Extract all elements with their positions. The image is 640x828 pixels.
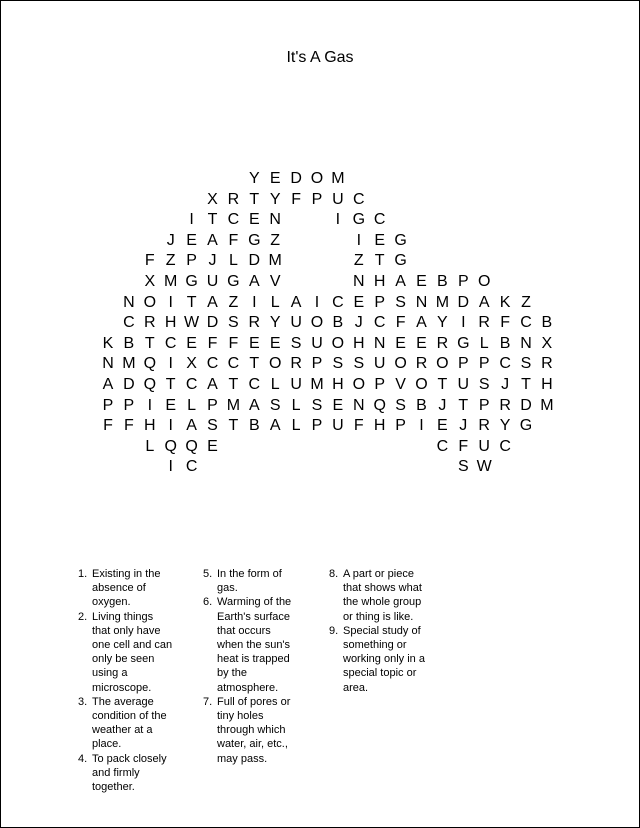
grid-letter: S <box>290 334 302 352</box>
clue-number: 5. <box>203 568 213 580</box>
grid-letter: E <box>269 334 281 352</box>
grid-letter: L <box>228 252 238 270</box>
clue-text-line: Living things <box>92 610 154 623</box>
grid-letter: H <box>332 376 344 393</box>
clue-item <box>203 695 291 766</box>
grid-letter: A <box>478 293 490 311</box>
clue-number: 3. <box>78 695 88 708</box>
grid-letter: P <box>207 396 218 414</box>
clue-number: 6. <box>203 596 213 609</box>
grid-letter: F <box>207 334 218 352</box>
grid-letter: Z <box>270 231 281 249</box>
grid-letter: M <box>331 170 345 187</box>
grid-letter: C <box>332 293 344 311</box>
clue-item <box>78 695 172 752</box>
grid-letter: P <box>374 376 386 393</box>
grid-letter: S <box>207 417 218 435</box>
grid-letter: B <box>541 314 553 332</box>
grid-letter: E <box>248 334 260 352</box>
grid-letter: E <box>374 231 386 249</box>
clue-text-line: condition of the <box>92 710 167 723</box>
grid-letter: I <box>168 417 173 435</box>
clue-text-line: when the sun's <box>217 639 291 652</box>
grid-letter: A <box>207 231 218 249</box>
grid-letter: Q <box>185 437 198 455</box>
grid-letter: E <box>186 334 197 352</box>
grid-letter: T <box>521 376 531 393</box>
grid-letter: R <box>290 355 302 373</box>
grid-letter: C <box>185 458 198 476</box>
grid-letter: O <box>477 273 491 290</box>
grid-letter: L <box>187 396 197 414</box>
grid-letter: E <box>269 170 281 187</box>
grid-letter: C <box>520 314 532 332</box>
grid-letter: C <box>227 355 240 373</box>
grid-letter: J <box>208 252 217 270</box>
grid-letter: B <box>437 273 448 290</box>
grid-letter: J <box>501 376 510 393</box>
grid-letter: U <box>290 376 302 393</box>
puzzle-title: It's A Gas <box>286 49 354 66</box>
grid-letter: X <box>144 273 156 290</box>
clue-text-line: through which <box>217 724 286 737</box>
clue-text-line: Existing in the <box>92 568 161 580</box>
clue-text-line: microscope. <box>92 681 152 694</box>
grid-letter: G <box>185 273 198 290</box>
grid-letter: F <box>353 417 364 435</box>
grid-letter: D <box>206 314 219 332</box>
grid-letter: A <box>290 293 302 311</box>
grid-letter: E <box>416 273 427 290</box>
grid-letter: A <box>269 417 281 435</box>
grid-letter: A <box>416 314 427 332</box>
grid-letter: I <box>252 293 257 311</box>
clue-item <box>78 610 172 695</box>
clue-number: 9. <box>329 624 339 637</box>
grid-letter: R <box>541 355 553 373</box>
clue-number: 4. <box>78 752 88 765</box>
clue-text-line: Earth's surface <box>217 610 291 623</box>
clue-item <box>329 624 425 695</box>
grid-letter: U <box>457 376 470 393</box>
grid-letter: E <box>353 293 365 311</box>
grid-letter: O <box>310 314 324 332</box>
clue-text-line: tiny holes <box>217 710 264 723</box>
grid-letter: H <box>541 376 553 393</box>
grid-letter: P <box>457 273 469 290</box>
grid-letter: R <box>499 396 511 414</box>
grid-letter: M <box>435 293 450 311</box>
grid-letter: C <box>248 376 261 393</box>
grid-letter: S <box>457 458 469 476</box>
grid-letter: G <box>394 252 407 270</box>
grid-letter: C <box>373 314 386 332</box>
clue-column <box>203 567 291 766</box>
clue-text-line: To pack closely <box>92 752 167 765</box>
grid-letter: F <box>144 252 155 270</box>
clue-number: 1. <box>78 568 88 580</box>
clue-text-line: Special study of <box>343 624 421 637</box>
grid-letter: B <box>248 417 260 435</box>
grid-letter: L <box>270 293 280 311</box>
grid-letter: C <box>185 376 198 393</box>
clue-text-line: that only have <box>92 624 161 637</box>
grid-letter: O <box>352 376 366 393</box>
grid-letter: H <box>144 417 156 435</box>
clue-text-line: Full of pores or <box>217 695 291 708</box>
grid-letter: L <box>479 334 489 352</box>
grid-letter: I <box>147 396 153 414</box>
grid-letter: D <box>457 293 470 311</box>
grid-letter: Q <box>373 396 386 414</box>
grid-letter: R <box>144 314 156 332</box>
grid-letter: N <box>373 334 386 352</box>
grid-letter: D <box>123 376 135 393</box>
clue-text-line: atmosphere. <box>217 681 279 694</box>
grid-letter: B <box>416 396 427 414</box>
grid-letter: N <box>415 293 428 311</box>
grid-letter: S <box>269 396 281 414</box>
grid-letter: F <box>500 314 510 332</box>
grid-letter: A <box>207 376 218 393</box>
grid-letter: R <box>415 355 428 373</box>
grid-letter: S <box>332 355 344 373</box>
clue-number: 2. <box>78 610 88 623</box>
grid-letter: S <box>395 293 406 311</box>
grid-letter: A <box>207 293 218 311</box>
grid-letter: N <box>123 293 135 311</box>
clue-text-line: place. <box>92 738 122 751</box>
grid-letter: X <box>186 355 197 373</box>
grid-letter: D <box>248 252 261 270</box>
grid-letter: H <box>164 314 177 332</box>
clue-text-line: In the form of <box>217 568 282 580</box>
grid-letter: T <box>249 355 260 373</box>
grid-letter: D <box>290 170 302 187</box>
grid-letter: A <box>395 273 406 290</box>
grid-letter: E <box>332 396 344 414</box>
grid-letter: P <box>123 396 135 414</box>
grid-letter: J <box>438 396 447 414</box>
grid-letter: P <box>102 396 114 414</box>
grid-letter: P <box>374 293 386 311</box>
clue-text-line: A part or piece <box>343 568 414 580</box>
grid-letter: V <box>395 376 406 393</box>
grid-letter: B <box>123 334 135 352</box>
clue-text-line: Warming of the <box>217 596 292 609</box>
clue-number: 8. <box>329 568 339 580</box>
clue-text-line: using a <box>92 667 128 680</box>
grid-letter: G <box>457 334 470 352</box>
grid-letter: U <box>332 417 344 435</box>
grid-letter: M <box>164 273 178 290</box>
grid-letter: P <box>311 417 323 435</box>
grid-letter: H <box>353 334 365 352</box>
grid-letter: H <box>373 417 386 435</box>
grid-letter: M <box>540 396 554 414</box>
grid-letter: I <box>419 417 424 435</box>
grid-letter: Y <box>437 314 448 332</box>
clue-text-line: the whole group <box>343 596 422 609</box>
grid-letter: M <box>268 252 282 270</box>
grid-letter: F <box>291 190 301 208</box>
clue-text-line: The average <box>92 695 154 708</box>
grid-letter: C <box>373 211 386 229</box>
clue-column <box>78 567 172 794</box>
clue-text-line: area. <box>343 681 369 694</box>
grid-letter: C <box>164 334 177 352</box>
grid-letter: I <box>335 211 341 229</box>
grid-letter: C <box>206 355 219 373</box>
grid-letter: B <box>499 334 511 352</box>
grid-letter: U <box>478 437 490 455</box>
grid-letter: N <box>353 273 365 290</box>
grid-letter: J <box>354 314 363 332</box>
grid-letter: U <box>290 314 302 332</box>
grid-letter: T <box>207 211 218 229</box>
grid-letter: Y <box>269 314 281 332</box>
clue-text-line: by the <box>217 667 247 680</box>
grid-letter: J <box>459 417 468 435</box>
grid-letter: Z <box>228 293 239 311</box>
grid-letter: O <box>310 170 324 187</box>
grid-letter: X <box>541 334 553 352</box>
clue-column <box>329 567 425 695</box>
grid-letter: Q <box>164 437 177 455</box>
grid-letter: C <box>227 211 240 229</box>
grid-letter: K <box>499 293 511 311</box>
grid-letter: A <box>248 273 260 290</box>
grid-letter: M <box>122 355 136 373</box>
grid-letter: Z <box>521 293 531 311</box>
grid-letter: O <box>143 293 157 311</box>
grid-letter: Z <box>353 252 364 270</box>
grid-letter: U <box>373 355 386 373</box>
clue-text-line: heat is trapped <box>217 653 290 666</box>
clue-text-line: that occurs <box>217 624 271 637</box>
grid-letter: T <box>186 293 197 311</box>
grid-letter: C <box>353 190 365 208</box>
grid-letter: G <box>227 273 240 290</box>
grid-letter: N <box>269 211 281 229</box>
clue-text-line: and firmly <box>92 766 140 779</box>
grid-letter: Q <box>143 376 157 393</box>
grid-letter: E <box>416 334 427 352</box>
grid-letter: P <box>186 252 197 270</box>
clue-text-line: water, air, etc., <box>217 738 288 751</box>
grid-letter: P <box>478 355 490 373</box>
grid-letter: G <box>394 231 407 249</box>
grid-letter: Q <box>143 355 157 373</box>
grid-letter: G <box>248 231 261 249</box>
grid-letter: H <box>373 273 386 290</box>
grid-letter: F <box>228 231 239 249</box>
grid-letter: L <box>145 437 155 455</box>
clue-text-line: that shows what <box>343 582 422 595</box>
grid-letter: C <box>436 437 449 455</box>
grid-letter: Y <box>269 190 281 208</box>
grid-letter: I <box>461 314 466 332</box>
clue-text-line: only be seen <box>92 653 155 666</box>
grid-letter: N <box>353 396 365 414</box>
grid-letter: I <box>168 293 173 311</box>
clue-item <box>203 567 291 595</box>
grid-letter: U <box>206 273 219 290</box>
grid-letter: E <box>248 211 260 229</box>
grid-letter: F <box>395 314 406 332</box>
grid-letter: R <box>478 314 490 332</box>
grid-letter: B <box>332 314 344 332</box>
grid-letter: T <box>249 190 260 208</box>
clue-text-line: something or <box>343 639 407 652</box>
clue-text-line: one cell and can <box>92 639 173 652</box>
grid-letter: V <box>269 273 281 290</box>
clue-text-line: working only in a <box>343 653 425 666</box>
grid-letter: E <box>207 437 218 455</box>
grid-letter: E <box>395 334 406 352</box>
grid-letter: I <box>189 211 194 229</box>
clue-text-line: oxygen. <box>92 596 131 609</box>
clue-item <box>329 567 425 624</box>
clue-text-line: absence of <box>92 582 146 595</box>
grid-letter: T <box>228 417 239 435</box>
grid-letter: P <box>478 396 490 414</box>
grid-letter: Y <box>248 170 260 187</box>
clue-item <box>78 567 172 610</box>
grid-letter: O <box>436 355 449 373</box>
grid-letter: M <box>310 376 324 393</box>
grid-letter: N <box>102 355 114 373</box>
grid-letter: P <box>395 417 406 435</box>
grid-letter: E <box>165 396 177 414</box>
clue-text-line: special topic or <box>343 667 417 680</box>
grid-letter: U <box>311 334 323 352</box>
grid-letter: J <box>166 231 175 249</box>
grid-letter: S <box>228 314 239 332</box>
grid-letter: T <box>228 376 239 393</box>
grid-letter: S <box>520 355 532 373</box>
grid-letter: W <box>184 314 200 332</box>
word-search-grid <box>98 169 554 477</box>
grid-letter: A <box>248 396 260 414</box>
grid-letter: A <box>186 417 197 435</box>
grid-letter: Z <box>165 252 176 270</box>
grid-letter: E <box>186 231 197 249</box>
grid-letter: E <box>437 417 448 435</box>
grid-letter: G <box>352 211 366 229</box>
grid-letter: P <box>311 190 323 208</box>
grid-letter: O <box>394 355 407 373</box>
grid-letter: L <box>270 376 280 393</box>
grid-letter: R <box>248 314 261 332</box>
grid-letter: L <box>291 417 301 435</box>
grid-letter: C <box>499 437 511 455</box>
grid-letter: A <box>102 376 114 393</box>
grid-letter: P <box>311 355 323 373</box>
grid-letter: C <box>499 355 511 373</box>
grid-letter: W <box>476 458 492 476</box>
grid-letter: I <box>314 293 320 311</box>
grid-letter: I <box>168 355 173 373</box>
grid-letter: F <box>124 417 134 435</box>
grid-letter: N <box>520 334 532 352</box>
grid-letter: R <box>478 417 490 435</box>
grid-letter: O <box>415 376 428 393</box>
grid-letter: S <box>478 376 490 393</box>
grid-letter: K <box>102 334 114 352</box>
grid-letter: R <box>227 190 240 208</box>
grid-letter: I <box>168 458 173 476</box>
grid-letter: P <box>457 355 469 373</box>
grid-letter: T <box>165 376 176 393</box>
grid-letter: T <box>144 334 155 352</box>
grid-letter: S <box>395 396 406 414</box>
grid-letter: L <box>291 396 301 414</box>
clue-list <box>1 567 639 807</box>
grid-letter: T <box>458 396 469 414</box>
grid-letter: F <box>458 437 469 455</box>
clue-item <box>203 595 291 694</box>
grid-letter: D <box>520 396 532 414</box>
grid-letter: F <box>103 417 113 435</box>
grid-letter: I <box>356 231 362 249</box>
grid-letter: S <box>353 355 365 373</box>
grid-letter: T <box>374 252 385 270</box>
grid-letter: T <box>437 376 448 393</box>
clue-text-line: may pass. <box>217 752 268 765</box>
grid-letter: M <box>226 396 241 414</box>
clue-text-line: gas. <box>217 582 238 595</box>
grid-letter: Y <box>499 417 511 435</box>
grid-letter: S <box>311 396 323 414</box>
grid-letter: U <box>332 190 344 208</box>
clue-text-line: or thing is like. <box>343 610 414 623</box>
grid-letter: O <box>331 334 345 352</box>
clue-number: 7. <box>203 695 213 708</box>
clue-item <box>78 752 172 795</box>
grid-letter: X <box>207 190 218 208</box>
grid-letter: F <box>228 334 239 352</box>
clue-text-line: weather at a <box>92 724 153 737</box>
grid-letter: R <box>436 334 449 352</box>
grid-letter: O <box>268 355 282 373</box>
clue-text-line: together. <box>92 781 135 794</box>
grid-letter: C <box>123 314 135 332</box>
grid-letter: G <box>519 417 533 435</box>
